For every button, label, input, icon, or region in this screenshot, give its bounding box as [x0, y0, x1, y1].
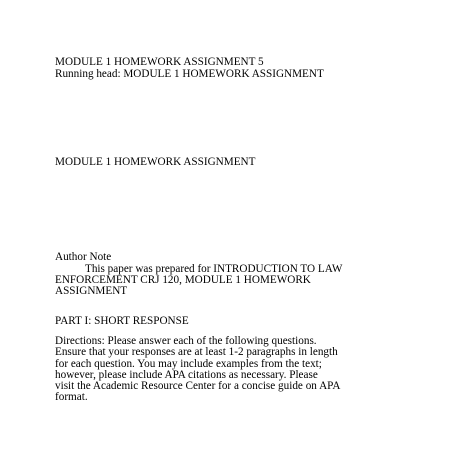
directions-line-3: for each question. You may include examples from the text;: [55, 358, 322, 370]
author-note-heading: Author Note: [55, 251, 112, 263]
running-head: Running head: MODULE 1 HOMEWORK ASSIGNMENT: [55, 68, 324, 80]
author-note-line-3: ASSIGNMENT: [55, 285, 128, 297]
directions-line-6: format.: [55, 391, 88, 403]
directions-line-1: Directions: Please answer each of the following questions.: [55, 335, 317, 347]
author-note-line-2: ENFORCEMENT CRJ 120, MODULE 1 HOMEWORK: [55, 274, 311, 286]
document-title: MODULE 1 HOMEWORK ASSIGNMENT: [55, 156, 256, 168]
directions-line-4: however, please include APA citations as necessary. Please: [55, 369, 318, 381]
author-note-line-1: This paper was prepared for INTRODUCTION TO LAW: [85, 263, 343, 275]
part1-heading: PART I: SHORT RESPONSE: [55, 315, 189, 327]
directions-line-2: Ensure that your responses are at least 1-2 paragraphs in length: [55, 346, 338, 358]
header-line-1: MODULE 1 HOMEWORK ASSIGNMENT 5: [55, 56, 264, 68]
directions-line-5: visit the Academic Resource Center for a concise guide on APA: [55, 380, 341, 392]
